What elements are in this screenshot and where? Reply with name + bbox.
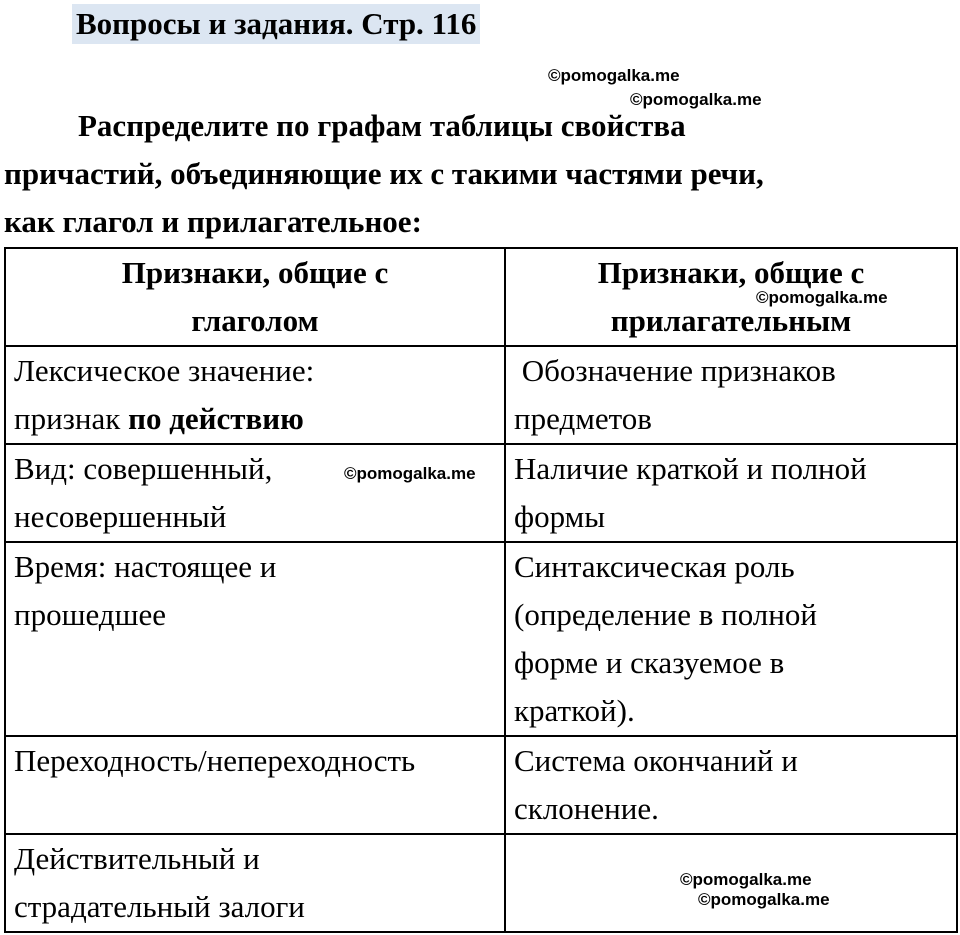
task-line: Распределите по графам таблицы свойства	[78, 108, 686, 143]
watermark: ©pomogalka.me	[680, 870, 812, 889]
table-row	[5, 736, 957, 834]
table-row	[5, 444, 957, 542]
header-verb: Признаки, общие с глаголом	[5, 248, 505, 346]
adjective-cell: Синтаксическая роль (определение в полной форме и сказуемое в краткой).	[505, 542, 957, 736]
adjective-cell: Наличие краткой и полной формы	[505, 444, 957, 542]
watermark: ©pomogalka.me	[344, 464, 476, 483]
verb-cell: Время: настоящее и прошедшее	[5, 542, 505, 736]
table-row	[5, 542, 957, 736]
emphasis-text: по действию	[128, 401, 304, 436]
verb-cell: Переходность/непереходность	[5, 736, 505, 834]
table-row	[5, 834, 957, 932]
watermark: ©pomogalka.me	[756, 288, 888, 307]
task-line: как глагол и прилагательное:	[4, 204, 422, 239]
task-line: причастий, объединяющие их с такими частями речи,	[4, 156, 764, 191]
verb-cell: Лексическое значение: признак по действию	[5, 346, 505, 444]
verb-cell: Действительный и страдательный залоги	[5, 834, 505, 932]
watermark: ©pomogalka.me	[548, 66, 680, 85]
adjective-cell: Обозначение признаков предметов	[505, 346, 957, 444]
properties-table	[4, 247, 958, 933]
adjective-cell: Система окончаний и склонение.	[505, 736, 957, 834]
task-text	[4, 102, 954, 246]
watermark: ©pomogalka.me	[698, 890, 830, 909]
page-title: Вопросы и задания. Стр. 116	[72, 4, 480, 44]
verb-cell: Вид: совершенный, несовершенный	[5, 444, 505, 542]
table-row	[5, 346, 957, 444]
header-adjective: Признаки, общие с прилагательным	[505, 248, 957, 346]
watermark: ©pomogalka.me	[630, 90, 762, 109]
